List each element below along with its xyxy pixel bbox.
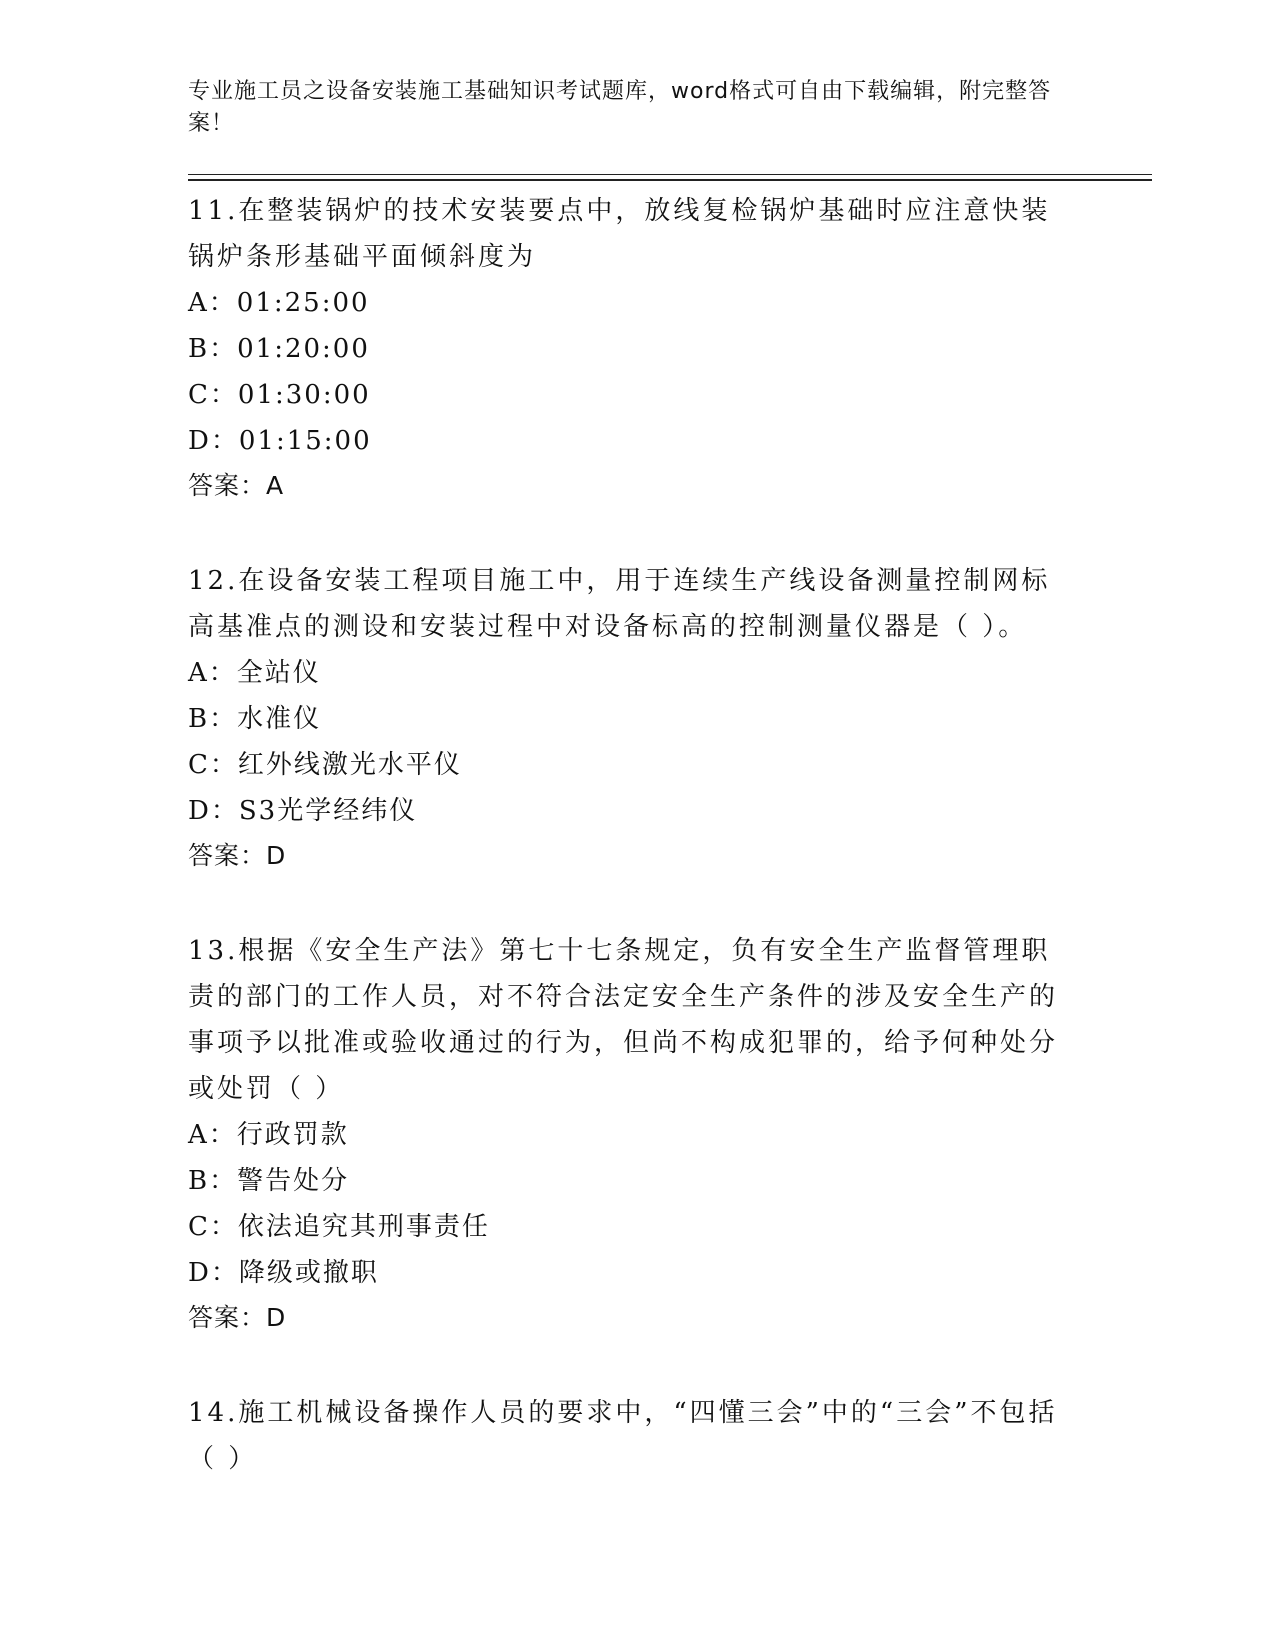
question-stem: 14.施工机械设备操作人员的要求中，“四懂三会”中的“三会”不包括（ ） — [188, 1398, 1058, 1474]
option-letter: C： — [188, 1212, 238, 1242]
option-letter: A： — [188, 658, 237, 688]
option-letter: B： — [188, 1166, 238, 1196]
question-stem: 11.在整装锅炉的技术安装要点中，放线复检锅炉基础时应注意快装锅炉条形基础平面倾斜度为 — [188, 196, 1051, 272]
option-text: 全站仪 — [236, 658, 321, 688]
option-text: 01:30:00 — [237, 380, 371, 410]
question-list — [188, 188, 1068, 1532]
option-text: 依法追究其刑事责任 — [237, 1212, 490, 1242]
option-text: S3光学经纬仪 — [238, 796, 418, 826]
option-letter: C： — [188, 750, 238, 780]
option-text: 01:20:00 — [237, 334, 370, 364]
option-text: 警告处分 — [237, 1166, 350, 1196]
option-d — [188, 1250, 1068, 1296]
option-letter: A： — [188, 288, 237, 318]
option-letter: A： — [188, 1120, 237, 1150]
option-text: 01:25:00 — [236, 288, 370, 318]
option-letter: D： — [188, 796, 239, 826]
option-text: 红外线激光水平仪 — [237, 750, 462, 780]
answer-line: 答案：A — [188, 471, 285, 500]
option-a — [188, 650, 1068, 696]
option-b — [188, 1158, 1068, 1204]
option-text: 行政罚款 — [236, 1120, 349, 1150]
option-letter: C： — [188, 380, 238, 410]
option-b — [188, 696, 1068, 742]
question-stem: 13.根据《安全生产法》第七十七条规定，负有安全生产监督管理职责的部门的工作人员，对不符合法定安全生产条件的涉及安全生产的事项予以批准或验收通过的行为，但尚不构成犯罪的，给予何种处分或处罚（ ） — [188, 936, 1059, 1104]
option-letter: B： — [188, 334, 238, 364]
option-a — [188, 1112, 1068, 1158]
option-text: 01:15:00 — [238, 426, 372, 456]
option-d — [188, 788, 1068, 834]
option-c — [188, 372, 1068, 418]
option-c — [188, 742, 1068, 788]
document-title: 专业施工员之设备安装施工基础知识考试题库，word格式可自由下载编辑，附完整答案！ — [188, 79, 1052, 136]
option-a — [188, 280, 1068, 326]
option-d — [188, 418, 1068, 464]
question-12 — [188, 558, 1068, 878]
option-text: 水准仪 — [237, 704, 322, 734]
question-13 — [188, 928, 1068, 1340]
header-divider-thick — [188, 179, 1152, 181]
option-c — [188, 1204, 1068, 1250]
option-letter: B： — [188, 704, 238, 734]
answer-line: 答案：D — [188, 841, 287, 870]
option-letter: D： — [188, 426, 239, 456]
header-divider-thin — [188, 174, 1152, 175]
question-14 — [188, 1390, 1068, 1482]
question-stem: 12.在设备安装工程项目施工中，用于连续生产线设备测量控制网标高基准点的测设和安装过程中对设备标高的控制测量仪器是（ ）。 — [188, 566, 1051, 642]
option-text: 降级或撤职 — [238, 1258, 379, 1288]
option-letter: D： — [188, 1258, 239, 1288]
option-b — [188, 326, 1068, 372]
answer-line: 答案：D — [188, 1303, 287, 1332]
question-11 — [188, 188, 1068, 508]
